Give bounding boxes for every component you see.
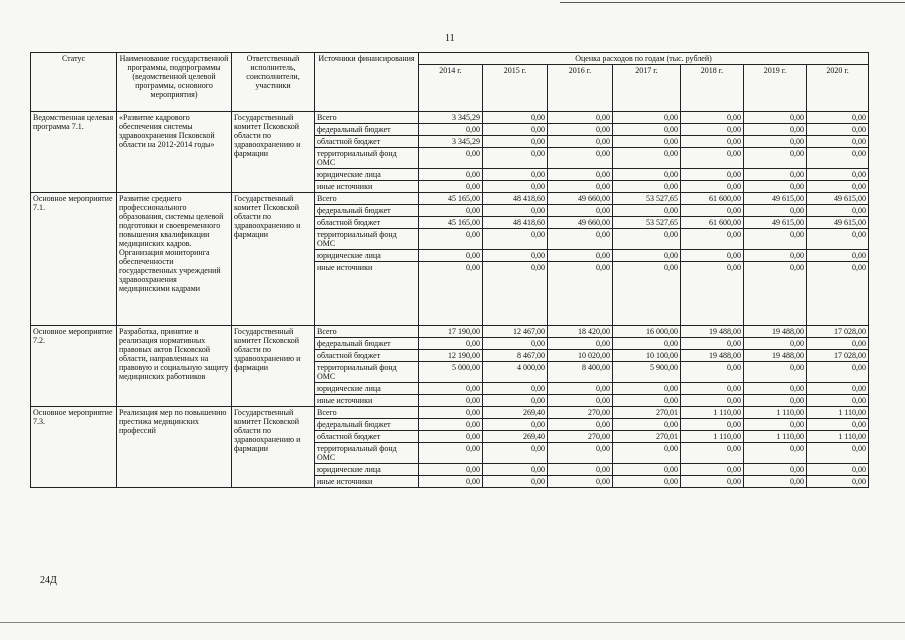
row-value: 17 190,00	[419, 326, 483, 338]
row-value: 0,00	[807, 229, 869, 250]
row-value: 18 420,00	[548, 326, 613, 338]
row-value: 0,00	[613, 250, 681, 262]
row-value: 0,00	[681, 136, 744, 148]
row-value: 0,00	[681, 464, 744, 476]
row-value: 0,00	[548, 250, 613, 262]
row-value: 49 615,00	[744, 193, 807, 205]
row-name: Развитие среднего профессионального образования, системы целевой подготовки и своевременного повышения квалификации медицинских кадров. Организация мониторинга обеспеченности государственных учреждений здравоохранения медицинскими кадрами	[117, 193, 232, 326]
row-value: 5 000,00	[419, 362, 483, 383]
row-value: 269,40	[483, 431, 548, 443]
row-value: 0,00	[613, 419, 681, 431]
row-value: 0,00	[548, 338, 613, 350]
row-value: 0,00	[613, 148, 681, 169]
row-value: 0,00	[483, 250, 548, 262]
row-source: федеральный бюджет	[315, 205, 419, 217]
row-value: 0,00	[548, 464, 613, 476]
row-source: иные источники	[315, 262, 419, 326]
row-value: 0,00	[483, 395, 548, 407]
row-value: 0,00	[613, 464, 681, 476]
row-value: 0,00	[548, 136, 613, 148]
row-value: 0,00	[419, 383, 483, 395]
row-value: 0,00	[613, 476, 681, 488]
row-value: 1 110,00	[807, 431, 869, 443]
row-value: 0,00	[744, 464, 807, 476]
row-value: 0,00	[419, 464, 483, 476]
row-value: 0,00	[548, 476, 613, 488]
row-value: 0,00	[548, 169, 613, 181]
row-value: 0,00	[681, 395, 744, 407]
row-source: иные источники	[315, 181, 419, 193]
header-year: 2020 г.	[807, 65, 869, 112]
bottom-scan-line	[0, 622, 905, 623]
row-status: Основное мероприятие 7.3.	[31, 407, 117, 488]
row-value: 49 660,00	[548, 217, 613, 229]
row-value: 0,00	[744, 395, 807, 407]
row-source: областной бюджет	[315, 217, 419, 229]
row-value: 53 527,65	[613, 217, 681, 229]
row-value: 0,00	[483, 383, 548, 395]
row-value: 0,00	[548, 395, 613, 407]
row-value: 0,00	[483, 169, 548, 181]
row-value: 0,00	[681, 262, 744, 326]
row-value: 0,00	[483, 338, 548, 350]
row-source: юридические лица	[315, 250, 419, 262]
table-row	[31, 326, 869, 338]
row-source: юридические лица	[315, 383, 419, 395]
row-source: юридические лица	[315, 169, 419, 181]
row-name: Разработка, принятие и реализация нормативных правовых актов Псковской области, направленных на правовую и социальную защиту медицинских работников	[117, 326, 232, 407]
row-value: 0,00	[681, 205, 744, 217]
row-value: 19 488,00	[744, 350, 807, 362]
row-source: Всего	[315, 326, 419, 338]
row-value: 0,00	[681, 229, 744, 250]
row-value: 0,00	[807, 148, 869, 169]
row-value: 0,00	[744, 338, 807, 350]
row-value: 0,00	[548, 112, 613, 124]
row-value: 49 615,00	[807, 217, 869, 229]
header-year: 2014 г.	[419, 65, 483, 112]
header-status: Статус	[31, 53, 117, 112]
row-source: иные источники	[315, 476, 419, 488]
page-number: 11	[445, 33, 455, 44]
row-value: 49 615,00	[807, 193, 869, 205]
row-value: 0,00	[681, 419, 744, 431]
row-source: территориальный фонд ОМС	[315, 443, 419, 464]
header-year: 2015 г.	[483, 65, 548, 112]
row-value: 0,00	[613, 395, 681, 407]
row-value: 0,00	[483, 205, 548, 217]
row-value: 0,00	[681, 148, 744, 169]
row-value: 19 488,00	[681, 326, 744, 338]
row-value: 269,40	[483, 407, 548, 419]
row-source: Всего	[315, 112, 419, 124]
row-value: 0,00	[419, 407, 483, 419]
row-value: 0,00	[419, 181, 483, 193]
row-value: 0,00	[419, 124, 483, 136]
row-value: 3 345,29	[419, 112, 483, 124]
row-value: 0,00	[483, 419, 548, 431]
row-value: 0,00	[744, 169, 807, 181]
row-value: 3 345,29	[419, 136, 483, 148]
row-value: 0,00	[807, 383, 869, 395]
row-value: 53 527,65	[613, 193, 681, 205]
row-value: 0,00	[807, 250, 869, 262]
row-value: 45 165,00	[419, 193, 483, 205]
row-value: 0,00	[548, 443, 613, 464]
row-value: 0,00	[681, 443, 744, 464]
row-value: 0,00	[807, 443, 869, 464]
row-value: 0,00	[419, 338, 483, 350]
row-value: 10 020,00	[548, 350, 613, 362]
row-value: 19 488,00	[681, 350, 744, 362]
row-value: 49 615,00	[744, 217, 807, 229]
table-body	[31, 112, 869, 488]
budget-table	[30, 52, 869, 488]
row-value: 0,00	[548, 262, 613, 326]
header-sources: Источники финансирования	[315, 53, 419, 112]
table-row	[31, 112, 869, 124]
row-value: 0,00	[744, 383, 807, 395]
row-value: 0,00	[681, 181, 744, 193]
row-value: 0,00	[613, 229, 681, 250]
row-value: 270,01	[613, 431, 681, 443]
row-source: территориальный фонд ОМС	[315, 148, 419, 169]
row-value: 0,00	[744, 476, 807, 488]
row-value: 0,00	[483, 229, 548, 250]
row-responsible: Государственный комитет Псковской области по здравоохранению и фармации	[232, 112, 315, 193]
row-value: 0,00	[744, 136, 807, 148]
header-row	[31, 53, 869, 65]
row-value: 0,00	[419, 250, 483, 262]
row-value: 1 110,00	[744, 431, 807, 443]
row-value: 0,00	[613, 383, 681, 395]
row-value: 45 165,00	[419, 217, 483, 229]
row-value: 0,00	[613, 338, 681, 350]
row-value: 0,00	[613, 181, 681, 193]
row-source: федеральный бюджет	[315, 419, 419, 431]
row-value: 0,00	[681, 476, 744, 488]
top-scan-line	[560, 2, 905, 3]
row-value: 0,00	[419, 476, 483, 488]
row-source: областной бюджет	[315, 431, 419, 443]
row-value: 0,00	[613, 443, 681, 464]
row-source: федеральный бюджет	[315, 338, 419, 350]
row-value: 0,00	[744, 229, 807, 250]
row-value: 17 028,00	[807, 326, 869, 338]
row-value: 49 660,00	[548, 193, 613, 205]
row-source: федеральный бюджет	[315, 124, 419, 136]
row-value: 0,00	[807, 476, 869, 488]
row-value: 0,00	[483, 124, 548, 136]
table-row	[31, 407, 869, 419]
row-value: 0,00	[681, 169, 744, 181]
row-source: иные источники	[315, 395, 419, 407]
header-year: 2016 г.	[548, 65, 613, 112]
row-name: Реализация мер по повышению престижа медицинских профессий	[117, 407, 232, 488]
row-source: территориальный фонд ОМС	[315, 229, 419, 250]
row-value: 0,00	[483, 112, 548, 124]
row-value: 0,00	[613, 124, 681, 136]
row-value: 0,00	[807, 205, 869, 217]
row-value: 0,00	[744, 181, 807, 193]
row-value: 0,00	[744, 112, 807, 124]
row-value: 61 600,00	[681, 193, 744, 205]
row-value: 0,00	[744, 419, 807, 431]
row-value: 0,00	[419, 262, 483, 326]
row-value: 0,00	[807, 112, 869, 124]
row-value: 0,00	[807, 136, 869, 148]
row-value: 270,01	[613, 407, 681, 419]
row-source: территориальный фонд ОМС	[315, 362, 419, 383]
row-value: 0,00	[807, 124, 869, 136]
row-value: 4 000,00	[483, 362, 548, 383]
row-value: 0,00	[681, 362, 744, 383]
row-value: 0,00	[613, 262, 681, 326]
row-value: 0,00	[744, 250, 807, 262]
row-value: 0,00	[419, 169, 483, 181]
row-value: 1 110,00	[681, 407, 744, 419]
row-value: 0,00	[548, 229, 613, 250]
row-value: 61 600,00	[681, 217, 744, 229]
row-value: 0,00	[483, 443, 548, 464]
row-value: 0,00	[483, 181, 548, 193]
row-value: 10 100,00	[613, 350, 681, 362]
row-value: 19 488,00	[744, 326, 807, 338]
row-value: 12 467,00	[483, 326, 548, 338]
row-value: 1 110,00	[807, 407, 869, 419]
header-year: 2017 г.	[613, 65, 681, 112]
row-value: 0,00	[681, 383, 744, 395]
row-responsible: Государственный комитет Псковской области по здравоохранению и фармации	[232, 407, 315, 488]
row-value: 0,00	[419, 431, 483, 443]
row-value: 0,00	[419, 229, 483, 250]
row-value: 48 418,60	[483, 217, 548, 229]
row-value: 0,00	[419, 205, 483, 217]
row-value: 0,00	[548, 124, 613, 136]
row-value: 1 110,00	[744, 407, 807, 419]
row-value: 0,00	[613, 112, 681, 124]
row-value: 0,00	[807, 362, 869, 383]
row-source: областной бюджет	[315, 136, 419, 148]
header-year: 2019 г.	[744, 65, 807, 112]
row-value: 0,00	[681, 338, 744, 350]
row-value: 0,00	[807, 464, 869, 476]
row-value: 0,00	[681, 112, 744, 124]
row-value: 8 467,00	[483, 350, 548, 362]
header-name: Наименование государственной программы, подпрограммы (ведомственной целевой программы, основного мероприятия)	[117, 53, 232, 112]
row-value: 5 900,00	[613, 362, 681, 383]
row-value: 0,00	[807, 338, 869, 350]
row-value: 17 028,00	[807, 350, 869, 362]
row-value: 0,00	[744, 362, 807, 383]
row-value: 0,00	[744, 443, 807, 464]
header-responsible: Ответственный исполнитель, соисполнители, участники	[232, 53, 315, 112]
row-value: 8 400,00	[548, 362, 613, 383]
row-value: 270,00	[548, 431, 613, 443]
row-status: Основное мероприятие 7.2.	[31, 326, 117, 407]
row-responsible: Государственный комитет Псковской области по здравоохранению и фармации	[232, 193, 315, 326]
row-status: Ведомственная целевая программа 7.1.	[31, 112, 117, 193]
row-source: Всего	[315, 193, 419, 205]
row-value: 0,00	[744, 124, 807, 136]
row-value: 0,00	[613, 205, 681, 217]
row-value: 1 110,00	[681, 431, 744, 443]
row-value: 0,00	[419, 148, 483, 169]
row-source: Всего	[315, 407, 419, 419]
row-value: 0,00	[483, 262, 548, 326]
row-value: 0,00	[548, 148, 613, 169]
row-value: 0,00	[681, 124, 744, 136]
header-year: 2018 г.	[681, 65, 744, 112]
row-value: 0,00	[744, 205, 807, 217]
row-value: 0,00	[419, 395, 483, 407]
row-value: 0,00	[483, 148, 548, 169]
row-value: 0,00	[613, 169, 681, 181]
row-name: «Развитие кадрового обеспечения системы здравоохранения Псковской области на 2012-2014 годы»	[117, 112, 232, 193]
row-value: 0,00	[548, 383, 613, 395]
footer-code: 24Д	[40, 575, 57, 586]
row-value: 0,00	[744, 148, 807, 169]
row-value: 0,00	[807, 262, 869, 326]
row-value: 0,00	[419, 419, 483, 431]
row-source: областной бюджет	[315, 350, 419, 362]
row-value: 0,00	[744, 262, 807, 326]
row-responsible: Государственный комитет Псковской области по здравоохранению и фармации	[232, 326, 315, 407]
row-value: 0,00	[807, 395, 869, 407]
row-value: 0,00	[807, 169, 869, 181]
row-value: 270,00	[548, 407, 613, 419]
row-value: 0,00	[483, 136, 548, 148]
row-value: 0,00	[419, 443, 483, 464]
row-value: 0,00	[807, 181, 869, 193]
row-value: 0,00	[483, 464, 548, 476]
row-status: Основное мероприятие 7.1.	[31, 193, 117, 326]
row-value: 0,00	[548, 419, 613, 431]
row-source: юридические лица	[315, 464, 419, 476]
row-value: 0,00	[548, 205, 613, 217]
row-value: 0,00	[807, 419, 869, 431]
table-row	[31, 193, 869, 205]
row-value: 48 418,60	[483, 193, 548, 205]
row-value: 0,00	[681, 250, 744, 262]
row-value: 16 000,00	[613, 326, 681, 338]
row-value: 12 190,00	[419, 350, 483, 362]
row-value: 0,00	[483, 476, 548, 488]
row-value: 0,00	[548, 181, 613, 193]
row-value: 0,00	[613, 136, 681, 148]
header-estimate: Оценка расходов по годам (тыс. рублей)	[419, 53, 869, 65]
